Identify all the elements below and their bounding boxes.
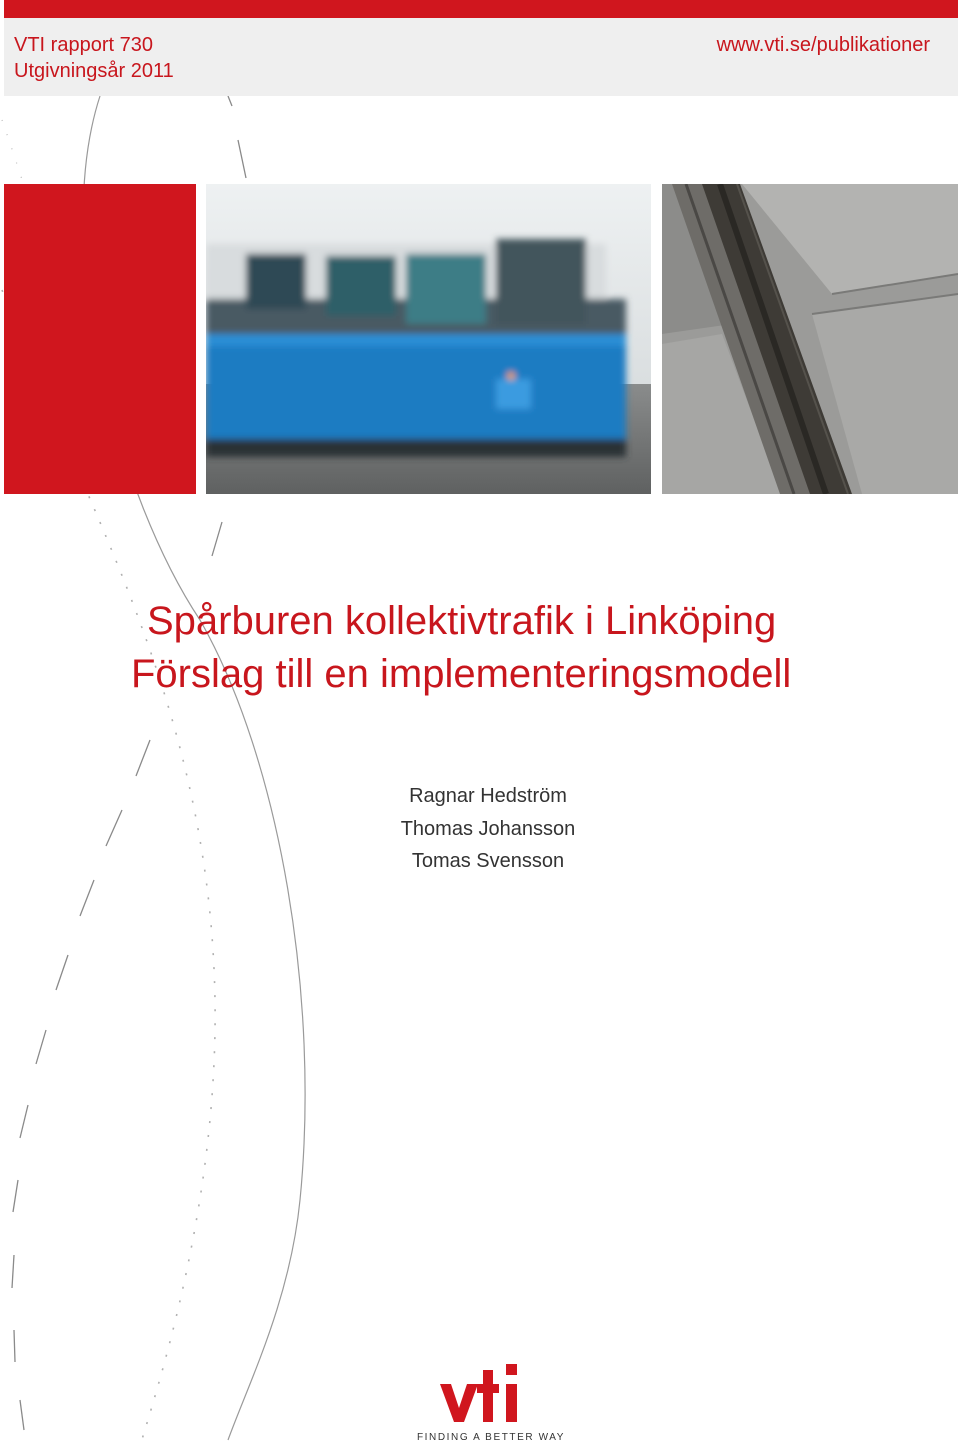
author-name: Thomas Johansson: [400, 818, 576, 840]
top-red-rule: [4, 0, 958, 18]
rail-photo: [662, 184, 958, 494]
red-accent-panel: [4, 184, 196, 494]
author-name: Ragnar Hedström: [409, 785, 567, 807]
report-title: Spårburen kollektivtrafik i Linköping: [147, 599, 777, 643]
logo-tagline: FINDING A BETTER WAY: [416, 1432, 566, 1443]
report-subtitle: Förslag till en implementeringsmodell: [131, 652, 792, 696]
tram-photo: [206, 184, 651, 494]
publication-year: Utgivningsår 2011: [14, 60, 174, 82]
report-number: VTI rapport 730: [14, 34, 153, 56]
author-name: Tomas Svensson: [411, 850, 565, 872]
header-band: [4, 18, 958, 96]
publications-link[interactable]: www.vti.se/publikationer: [716, 34, 930, 56]
vti-logo: [440, 1358, 526, 1424]
